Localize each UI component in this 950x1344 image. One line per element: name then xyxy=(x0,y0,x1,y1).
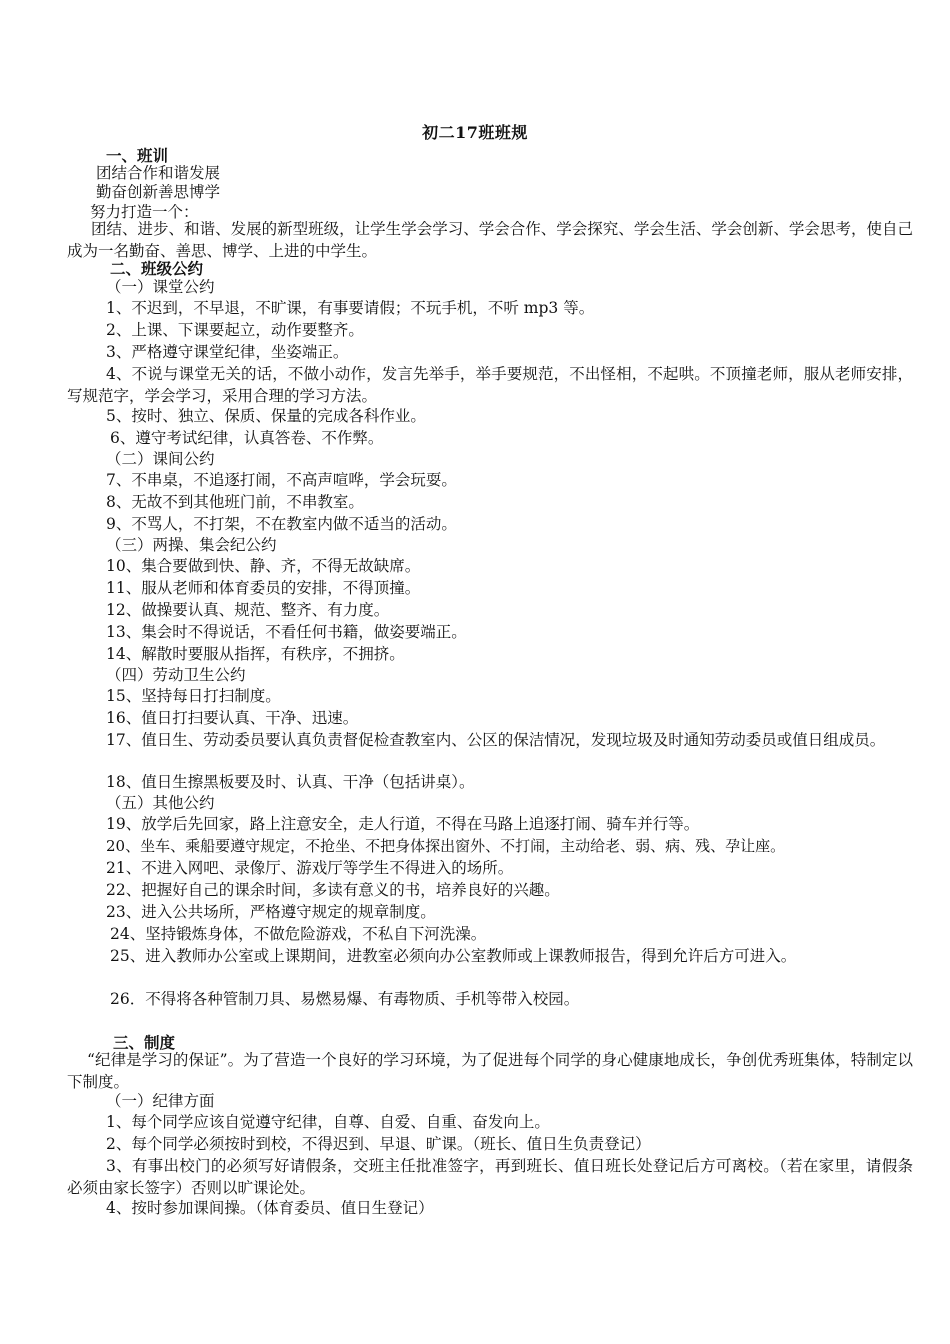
goal-paragraph: 团结、进步、和谐、发展的新型班级，让学生学会学习、学会合作、学会探究、学会生活、学会创新、学会思考，使自己成为一名勤奋、善思、博学、上进的中学生。 xyxy=(67,220,913,260)
subsection-break: （二）课间公约 xyxy=(106,450,215,468)
rule-item: 8、无故不到其他班门前，不串教室。 xyxy=(106,493,364,511)
rule-item: 25、进入教师办公室或上课期间，进教室必须向办公室教师或上课教师报告，得到允许后方可进入。 xyxy=(110,947,797,965)
rule-item: 6、遵守考试纪律，认真答卷、不作弊。 xyxy=(110,429,384,447)
rule-item: 26．不得将各种管制刀具、易燃易爆、有毒物质、手机等带入校园。 xyxy=(110,990,580,1008)
page-title: 初二17班班规 xyxy=(422,123,528,142)
rule-item: 15、坚持每日打扫制度。 xyxy=(106,687,281,705)
subsection-discipline: （一）纪律方面 xyxy=(106,1092,215,1110)
rule-item: 9、不骂人，不打架，不在教室内做不适当的活动。 xyxy=(106,515,457,533)
rule-item: 4、按时参加课间操。（体育委员、值日生登记） xyxy=(106,1199,434,1217)
rule-item: 7、不串桌，不追逐打闹，不高声喧哗，学会玩耍。 xyxy=(106,471,457,489)
rule-item: 20、坐车、乘船要遵守规定，不抢坐、不把身体探出窗外、不打闹，主动给老、弱、病、残、孕让座。 xyxy=(106,837,786,855)
rule-item: 17、值日生、劳动委员要认真负责督促检查教室内、公区的保洁情况，发现垃圾及时通知劳动委员或值日组成员。 xyxy=(106,731,886,749)
motto-line-2: 勤奋创新善思博学 xyxy=(96,183,221,201)
rule-item: 3、有事出校门的必须写好请假条，交班主任批准签字，再到班长、值日班长处登记后方可离校。（若在家里，请假条必须由家长签字）否则以旷课论处。 xyxy=(67,1157,913,1197)
rule-item: 22、把握好自己的课余时间，多读有意义的书，培养良好的兴趣。 xyxy=(106,881,560,899)
subsection-assembly: （三）两操、集会纪公约 xyxy=(106,536,277,554)
rule-item: 14、解散时要服从指挥，有秩序，不拥挤。 xyxy=(106,645,405,663)
rule-item: 21、不进入网吧、录像厅、游戏厅等学生不得进入的场所。 xyxy=(106,859,514,877)
rule-item: 2、上课、下课要起立，动作要整齐。 xyxy=(106,321,364,339)
rule-item: 1、每个同学应该自觉遵守纪律，自尊、自爱、自重、奋发向上。 xyxy=(106,1113,550,1131)
rule-item: 23、进入公共场所，严格遵守规定的规章制度。 xyxy=(106,903,436,921)
rule-item: 16、值日打扫要认真、干净、迅速。 xyxy=(106,709,359,727)
rule-item: 3、严格遵守课堂纪律，坐姿端正。 xyxy=(106,343,349,361)
subsection-classroom: （一）课堂公约 xyxy=(106,278,215,296)
rule-item: 2、每个同学必须按时到校，不得迟到、早退、旷课。（班长、值日生负责登记） xyxy=(106,1135,651,1153)
rule-item: 24、坚持锻炼身体，不做危险游戏，不私自下河洗澡。 xyxy=(110,925,487,943)
rule-item: 19、放学后先回家，路上注意安全，走人行道，不得在马路上追逐打闹、骑车并行等。 xyxy=(106,815,700,833)
section-heading-class-convention: 二、班级公约 xyxy=(110,259,204,278)
rule-item: 10、集合要做到快、静、齐，不得无故缺席。 xyxy=(106,557,421,575)
section-heading-system: 三、制度 xyxy=(113,1033,176,1052)
rule-item: 11、服从老师和体育委员的安排，不得顶撞。 xyxy=(106,579,421,597)
rule-item: 1、不迟到，不早退，不旷课，有事要请假；不玩手机，不听 mp3 等。 xyxy=(106,299,595,317)
rule-item: 18、值日生擦黑板要及时、认真、干净（包括讲桌）。 xyxy=(106,773,475,791)
subsection-other: （五）其他公约 xyxy=(106,794,215,812)
section-heading-class-motto: 一、班训 xyxy=(106,146,169,165)
rule-item: 5、按时、独立、保质、保量的完成各科作业。 xyxy=(106,407,426,425)
effort-line: 努力打造一个： xyxy=(90,203,199,221)
rule-item: 13、集会时不得说话，不看任何书籍，做姿要端正。 xyxy=(106,623,467,641)
rule-item: 12、做操要认真、规范、整齐、有力度。 xyxy=(106,601,390,619)
motto-line-1: 团结合作和谐发展 xyxy=(96,164,221,182)
subsection-hygiene: （四）劳动卫生公约 xyxy=(106,666,246,684)
rule-item: 4、不说与课堂无关的话，不做小动作，发言先举手，举手要规范，不出怪相，不起哄。不顶撞老师，服从老师安排，写规范字，学会学习，采用合理的学习方法。 xyxy=(67,365,913,405)
system-intro-paragraph: “纪律是学习的保证”。为了营造一个良好的学习环境，为了促进每个同学的身心健康地成长，争创优秀班集体，特制定以下制度。 xyxy=(67,1051,913,1091)
